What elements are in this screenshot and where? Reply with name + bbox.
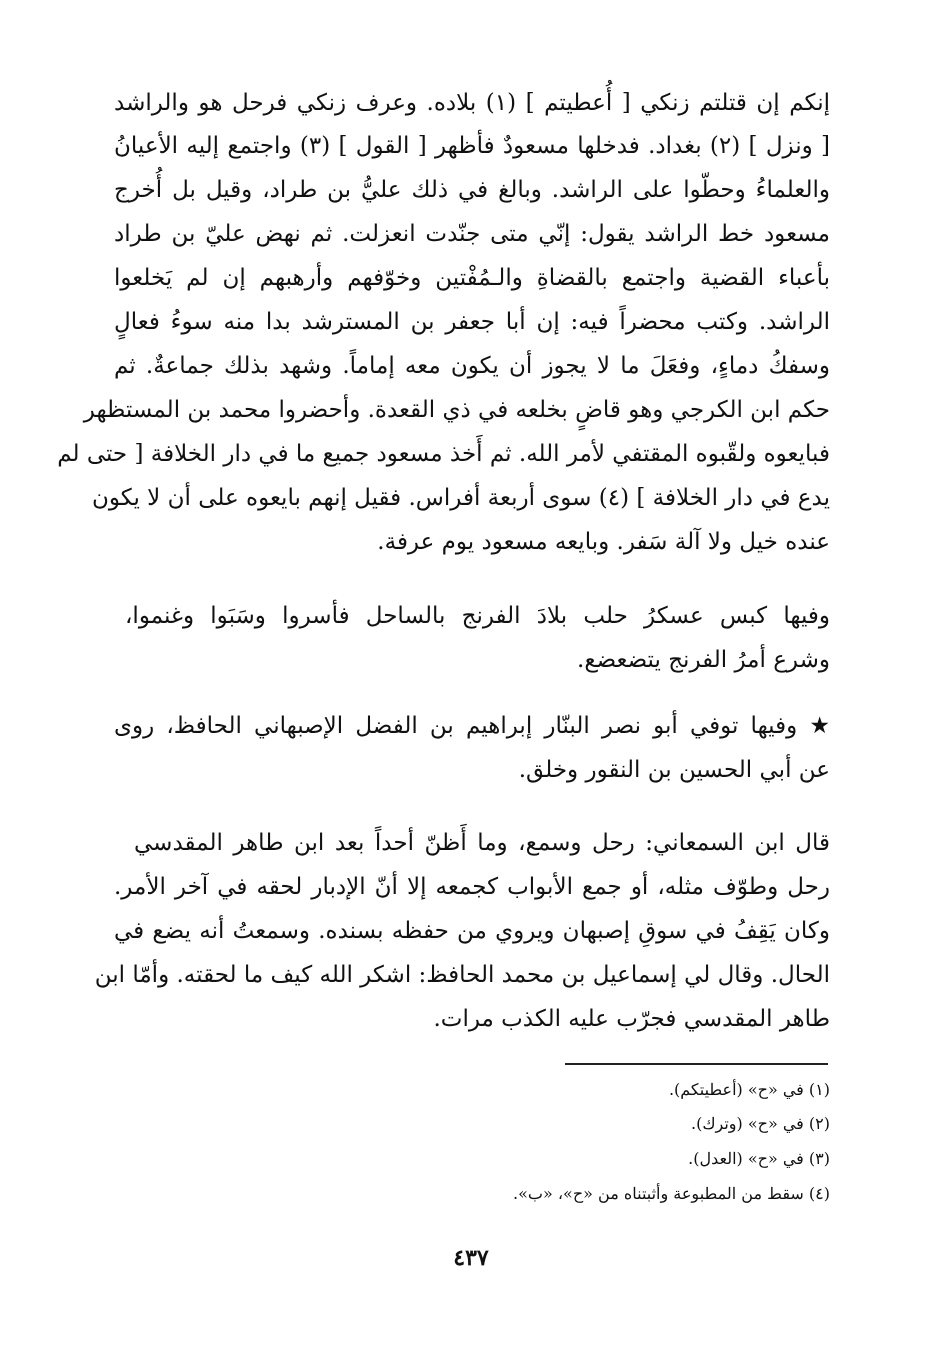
- body-line: إنكم إن قتلتم زنكي [ أُعطيتم ] (١) بلاده. وعرف زنكي فرحل هو والراشد: [114, 90, 830, 116]
- body-line: مسعود خط الراشد يقول: إنّي متى جنّدت انعزلت. ثم نهض عليّ بن طراد: [114, 221, 830, 247]
- body-line: وفيها كبس عسكرُ حلب بلادَ الفرنج بالساحل فأسروا وسَبَوا وغنموا،: [125, 603, 830, 629]
- footnote-divider: [565, 1063, 828, 1065]
- body-line: طاهر المقدسي فجرّب عليه الكذب مرات.: [433, 1006, 830, 1032]
- body-line: [ ونزل ] (٢) بغداد. فدخلها مسعودٌ فأظهر [ القول ] (٣) واجتمع إليه الأعيانُ: [114, 133, 831, 159]
- body-line: بأعباء القضية واجتمع بالقضاةِ والـمُفْتين وخوّفهم وأرهبهم إن لم يَخلعوا: [114, 265, 830, 291]
- page-number: ٤٣٧: [453, 1245, 489, 1271]
- body-line: عنده خيل ولا آلة سَفر. وبايعه مسعود يوم عرفة.: [377, 529, 830, 555]
- body-line: يدع في دار الخلافة ] (٤) سوى أربعة أفراس. فقيل إنهم بايعوه على أن لا يكون: [92, 485, 830, 511]
- body-line: رحل وطوّف مثله، أو جمع الأبواب كجمعه إلا أنّ الإدبار لحقه في آخر الأمر.: [114, 874, 830, 900]
- body-line: الراشد. وكتب محضراً فيه: إن أبا جعفر بن المسترشد بدا منه سوءُ فعالٍ: [114, 309, 830, 335]
- body-line: والعلماءُ وحطّوا على الراشد. وبالغ في ذلك عليُّ بن طراد، وقيل بل أُخرج: [114, 177, 830, 203]
- footnote: (١) في «ح» (أعطيتكم).: [668, 1080, 830, 1099]
- body-line: ★ وفيها توفي أبو نصر البنّار إبراهيم بن الفضل الإصبهاني الحافظ، روى: [114, 713, 830, 739]
- body-line: وشرع أمرُ الفرنج يتضعضع.: [577, 647, 830, 673]
- body-line: قال ابن السمعاني: رحل وسمع، وما أَظنّ أحداً بعد ابن طاهر المقدسي: [134, 830, 830, 856]
- body-line: وسفكُ دماءٍ، وفعَلَ ما لا يجوز أن يكون معه إماماً. وشهد بذلك جماعةٌ. ثم: [114, 353, 830, 379]
- body-line: الحال. وقال لي إسماعيل بن محمد الحافظ: اشكر الله كيف ما لحقته. وأمّا ابن: [94, 962, 830, 988]
- footnote: (٣) في «ح» (العدل).: [688, 1149, 830, 1168]
- body-line: حكم ابن الكرجي وهو قاضٍ بخلعه في ذي القعدة. وأحضروا محمد بن المستظهر: [83, 397, 830, 423]
- body-line: عن أبي الحسين بن النقور وخلق.: [518, 757, 830, 783]
- body-line: فبايعوه ولقّبوه المقتفي لأمر الله. ثم أَخذ مسعود جميع ما في دار الخلافة [ حتى لم: [57, 441, 830, 467]
- footnote: (٢) في «ح» (وترك).: [691, 1114, 830, 1133]
- body-line: وكان يَقِفُ في سوقِ إصبهان ويروي من حفظه بسنده. وسمعتُ أنه يضع في: [114, 918, 830, 944]
- footnote: (٤) سقط من المطبوعة وأثبتناه من «ح»، «ب».: [513, 1184, 830, 1203]
